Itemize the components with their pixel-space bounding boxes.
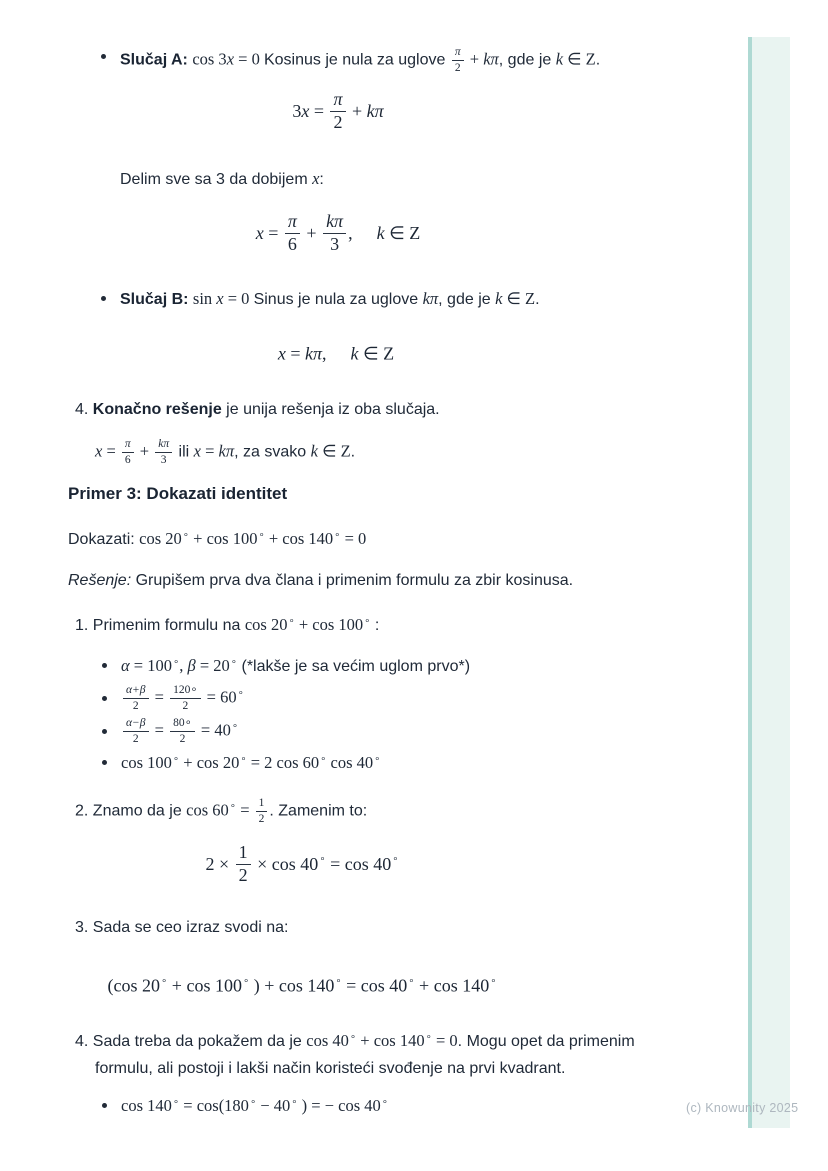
math-seg: = 20 — [195, 656, 230, 675]
text-seg: Primenim formulu na — [88, 617, 245, 634]
fraction-kpi-3: $\frac{k\pi}{3}$ — [323, 212, 346, 255]
math-seg: + cos 100 — [189, 529, 258, 548]
degree-mark: ∘ — [335, 976, 342, 987]
text-seg: Delim sve sa 3 da dobijem — [120, 171, 313, 188]
text-seg: Znamo da je — [88, 802, 187, 820]
math-seg: , — [321, 343, 327, 364]
math-seg: k — [310, 441, 318, 461]
fraction-pi-6: $\frac{\pi}{6}$ — [285, 212, 300, 255]
math-seg: = 2 cos 60 — [246, 753, 320, 772]
text-seg: . Mogu opet da primenim — [457, 1033, 635, 1050]
math-seg: x — [301, 100, 310, 121]
numbered-item-2 — [75, 797, 367, 825]
equation-x-solution — [120, 212, 556, 255]
equation-reduced — [68, 974, 536, 996]
math-seg: kπ — [483, 49, 499, 69]
numbered-item-4 — [75, 399, 715, 420]
math-seg: cos 3 — [192, 49, 227, 69]
text-seg: . — [535, 291, 540, 308]
watermark: (c) Knowunity 2025 — [686, 1101, 799, 1115]
math-seg: x — [312, 169, 320, 188]
degree-mark: ∘ — [425, 1032, 432, 1043]
degree-mark: ∘ — [229, 801, 237, 813]
degree-mark: ∘ — [161, 976, 168, 987]
math-seg: cos 40 — [326, 753, 374, 772]
math-seg: = 60 — [202, 687, 237, 707]
math-seg: ) = − cos 40 — [297, 1096, 381, 1115]
math-seg: = — [150, 687, 169, 707]
text-seg: . — [595, 51, 601, 69]
fraction-1-2: $\frac{1}{2}$ — [256, 797, 268, 825]
math-seg: = cos 40 — [325, 853, 392, 874]
math-seg: = — [150, 720, 169, 740]
accent-strip — [748, 37, 790, 1128]
degree-mark: ∘ — [334, 530, 341, 541]
degree-mark: ∘ — [230, 657, 238, 668]
item-number: 4. — [75, 401, 89, 418]
bullet-dot — [102, 729, 107, 734]
text-seg: , gde je — [498, 51, 556, 69]
bullet-dot — [101, 54, 106, 59]
item-number: 1. — [75, 617, 89, 634]
degree-mark: ∘ — [374, 754, 381, 765]
math-seg: kπ — [218, 441, 235, 461]
paragraph-delim — [120, 168, 324, 190]
math-seg: x — [95, 441, 103, 461]
math-seg: x — [255, 222, 264, 243]
degree-mark: ∘ — [320, 754, 327, 765]
math-seg: x — [216, 289, 224, 308]
math-seg: k — [555, 49, 564, 69]
fraction-pi-2: $\frac{\pi}{2}$ — [330, 90, 345, 133]
math-seg: cos 20 — [244, 615, 288, 634]
math-seg: ∈ Z — [563, 49, 596, 69]
degree-mark: ∘ — [349, 1032, 357, 1043]
section-heading-primer3: Primer 3: Dokazati identitet — [68, 484, 288, 503]
math-seg: + cos 140 — [414, 975, 490, 996]
equation-3x — [120, 90, 556, 133]
item-number: 3. — [75, 919, 89, 936]
bold-seg: Konačno rešenje — [88, 401, 222, 418]
numbered-item-1 — [75, 614, 379, 636]
case-a-item — [120, 46, 720, 74]
math-seg: 2 × — [205, 853, 234, 874]
degree-mark: ∘ — [172, 657, 180, 668]
math-seg: + — [135, 441, 154, 461]
text-seg: Sada treba da pokažem da je — [88, 1033, 307, 1050]
fraction-alpha-minus-beta: $\frac{\alpha-\beta}{2}$ — [123, 717, 149, 745]
text-seg: je unija rešenja iz oba slučaja. — [221, 401, 440, 418]
text-seg: ili — [174, 443, 194, 461]
math-seg: x — [226, 49, 235, 69]
math-seg: = — [200, 441, 219, 461]
math-seg: = — [285, 343, 305, 364]
degree-mark: ∘ — [237, 688, 244, 700]
fraction-1-2: $\frac{1}{2}$ — [236, 843, 251, 886]
union-solution-line — [95, 438, 735, 466]
math-seg: + — [465, 49, 484, 69]
math-seg: = 0 — [234, 49, 264, 69]
math-seg: k — [350, 343, 359, 364]
math-seg: cos 100 — [121, 753, 172, 772]
math-seg: = 0 — [340, 529, 367, 548]
math-seg: = — [263, 222, 283, 243]
math-seg: α — [121, 656, 130, 675]
degree-mark: ∘ — [182, 530, 190, 541]
text-seg: (*lakše je sa većim uglom prvo*) — [237, 658, 471, 675]
equation-x-kpi — [120, 342, 552, 364]
math-seg: kπ — [366, 100, 384, 121]
math-seg: (cos 20 — [107, 975, 161, 996]
degree-mark: ∘ — [258, 530, 265, 541]
half-diff-item — [121, 717, 238, 745]
text-seg: : — [370, 617, 380, 634]
degree-mark: ∘ — [381, 1097, 389, 1108]
math-seg: + cos 100 — [294, 615, 364, 634]
degree-mark: ∘ — [364, 616, 371, 627]
equation-substitute — [68, 843, 536, 886]
math-seg: − 40 — [256, 1096, 291, 1115]
math-seg: β — [187, 656, 196, 675]
numbered-item-3 — [75, 917, 288, 938]
math-seg: = 100 — [129, 656, 172, 675]
math-seg: x — [193, 441, 201, 461]
math-seg: sin — [192, 289, 217, 308]
math-seg: = 0 — [431, 1031, 458, 1050]
math-seg: k — [495, 289, 503, 308]
fraction-120-2: $\frac{120\circ}{2}$ — [170, 684, 200, 712]
text-seg: : — [319, 171, 324, 188]
fraction-alpha-plus-beta: $\frac{\alpha+\beta}{2}$ — [123, 684, 149, 712]
item-number: 2. — [75, 802, 89, 820]
numbered-item-4b-line2: formulu, ali postoji i lakši način koristeći svođenje na prvi kvadrant. — [95, 1060, 566, 1077]
text-seg: Dokazati: — [68, 531, 140, 548]
degree-mark: ∘ — [288, 616, 295, 627]
math-seg: = — [102, 441, 120, 461]
math-seg: + cos 140 — [264, 529, 334, 548]
degree-mark: ∘ — [231, 721, 239, 733]
bullet-dot — [102, 696, 107, 701]
text-seg: Grupišem prva dva člana i primenim formulu za zbir kosinusa. — [131, 572, 574, 589]
item-number: 4. — [75, 1033, 89, 1050]
degree-mark: ∘ — [408, 976, 415, 987]
degree-mark: ∘ — [249, 1097, 257, 1108]
degree-mark: ∘ — [319, 854, 326, 866]
math-seg: + cos 140 — [356, 1031, 425, 1050]
numbered-item-4b-line1 — [75, 1030, 735, 1052]
text-seg: . — [350, 443, 356, 461]
resenje-line — [68, 570, 728, 591]
math-seg: ∈ Z — [502, 289, 536, 308]
reduction-item — [121, 1095, 388, 1117]
text-seg: , gde je — [438, 291, 496, 308]
text-seg: , za svako — [234, 443, 311, 461]
math-seg: + cos 100 — [167, 975, 242, 996]
text-seg: . Zamenim to: — [269, 802, 368, 820]
math-seg: ∈ Z — [358, 343, 395, 364]
alpha-beta-item — [121, 655, 721, 677]
math-seg: cos 140 — [121, 1096, 172, 1115]
math-seg: cos 40 — [306, 1031, 349, 1050]
math-seg: , — [179, 656, 188, 675]
math-seg: kπ — [422, 289, 439, 308]
math-seg: , — [348, 222, 353, 243]
text-seg: Sada se ceo izraz svodi na: — [88, 919, 289, 936]
math-seg: = cos(180 — [179, 1096, 249, 1115]
degree-mark: ∘ — [240, 754, 247, 765]
dokazati-line — [68, 528, 366, 550]
math-seg: cos 60 — [186, 800, 229, 820]
fraction-80-2: $\frac{80\circ}{2}$ — [170, 717, 195, 745]
bullet-dot — [102, 760, 107, 765]
degree-mark: ∘ — [490, 976, 497, 987]
resenje-label: Rešenje: — [68, 572, 132, 589]
math-seg: + cos 20 — [179, 753, 240, 772]
fraction-pi-2: $\frac{\pi}{2}$ — [452, 46, 464, 74]
text-seg: Sinus je nula za uglove — [253, 291, 423, 308]
text-seg: Kosinus je nula za uglove — [263, 51, 450, 69]
bullet-dot — [101, 296, 106, 301]
degree-mark: ∘ — [392, 854, 399, 866]
fraction-pi-6: $\frac{\pi}{6}$ — [122, 438, 134, 466]
case-a-label: Slučaj A: — [120, 51, 193, 69]
math-seg: = cos 40 — [341, 975, 408, 996]
math-seg: kπ — [304, 343, 322, 364]
math-seg: ) + cos 140 — [249, 975, 335, 996]
degree-mark: ∘ — [172, 1097, 180, 1108]
math-seg: = — [236, 800, 254, 820]
math-seg: = 0 — [223, 289, 254, 308]
math-seg: x — [277, 343, 286, 364]
fraction-kpi-3: $\frac{k\pi}{3}$ — [155, 438, 172, 466]
math-seg: ∈ Z — [317, 441, 351, 461]
math-seg: + — [347, 100, 367, 121]
math-seg: + — [301, 222, 322, 243]
math-seg: = 40 — [196, 720, 231, 740]
math-seg: k — [376, 222, 385, 243]
math-seg: × cos 40 — [252, 853, 319, 874]
half-sum-item — [121, 684, 244, 712]
math-seg: = — [309, 100, 329, 121]
bullet-dot — [102, 1103, 107, 1108]
degree-mark: ∘ — [242, 976, 250, 987]
case-b-label: Slučaj B: — [120, 291, 193, 308]
product-formula-item — [121, 752, 380, 774]
math-seg: ∈ Z — [384, 222, 421, 243]
math-seg: 3 — [292, 100, 302, 121]
bullet-dot — [102, 663, 107, 668]
degree-mark: ∘ — [291, 1097, 298, 1108]
case-b-item — [120, 288, 720, 310]
math-seg: cos 20 — [139, 529, 182, 548]
degree-mark: ∘ — [172, 754, 180, 765]
